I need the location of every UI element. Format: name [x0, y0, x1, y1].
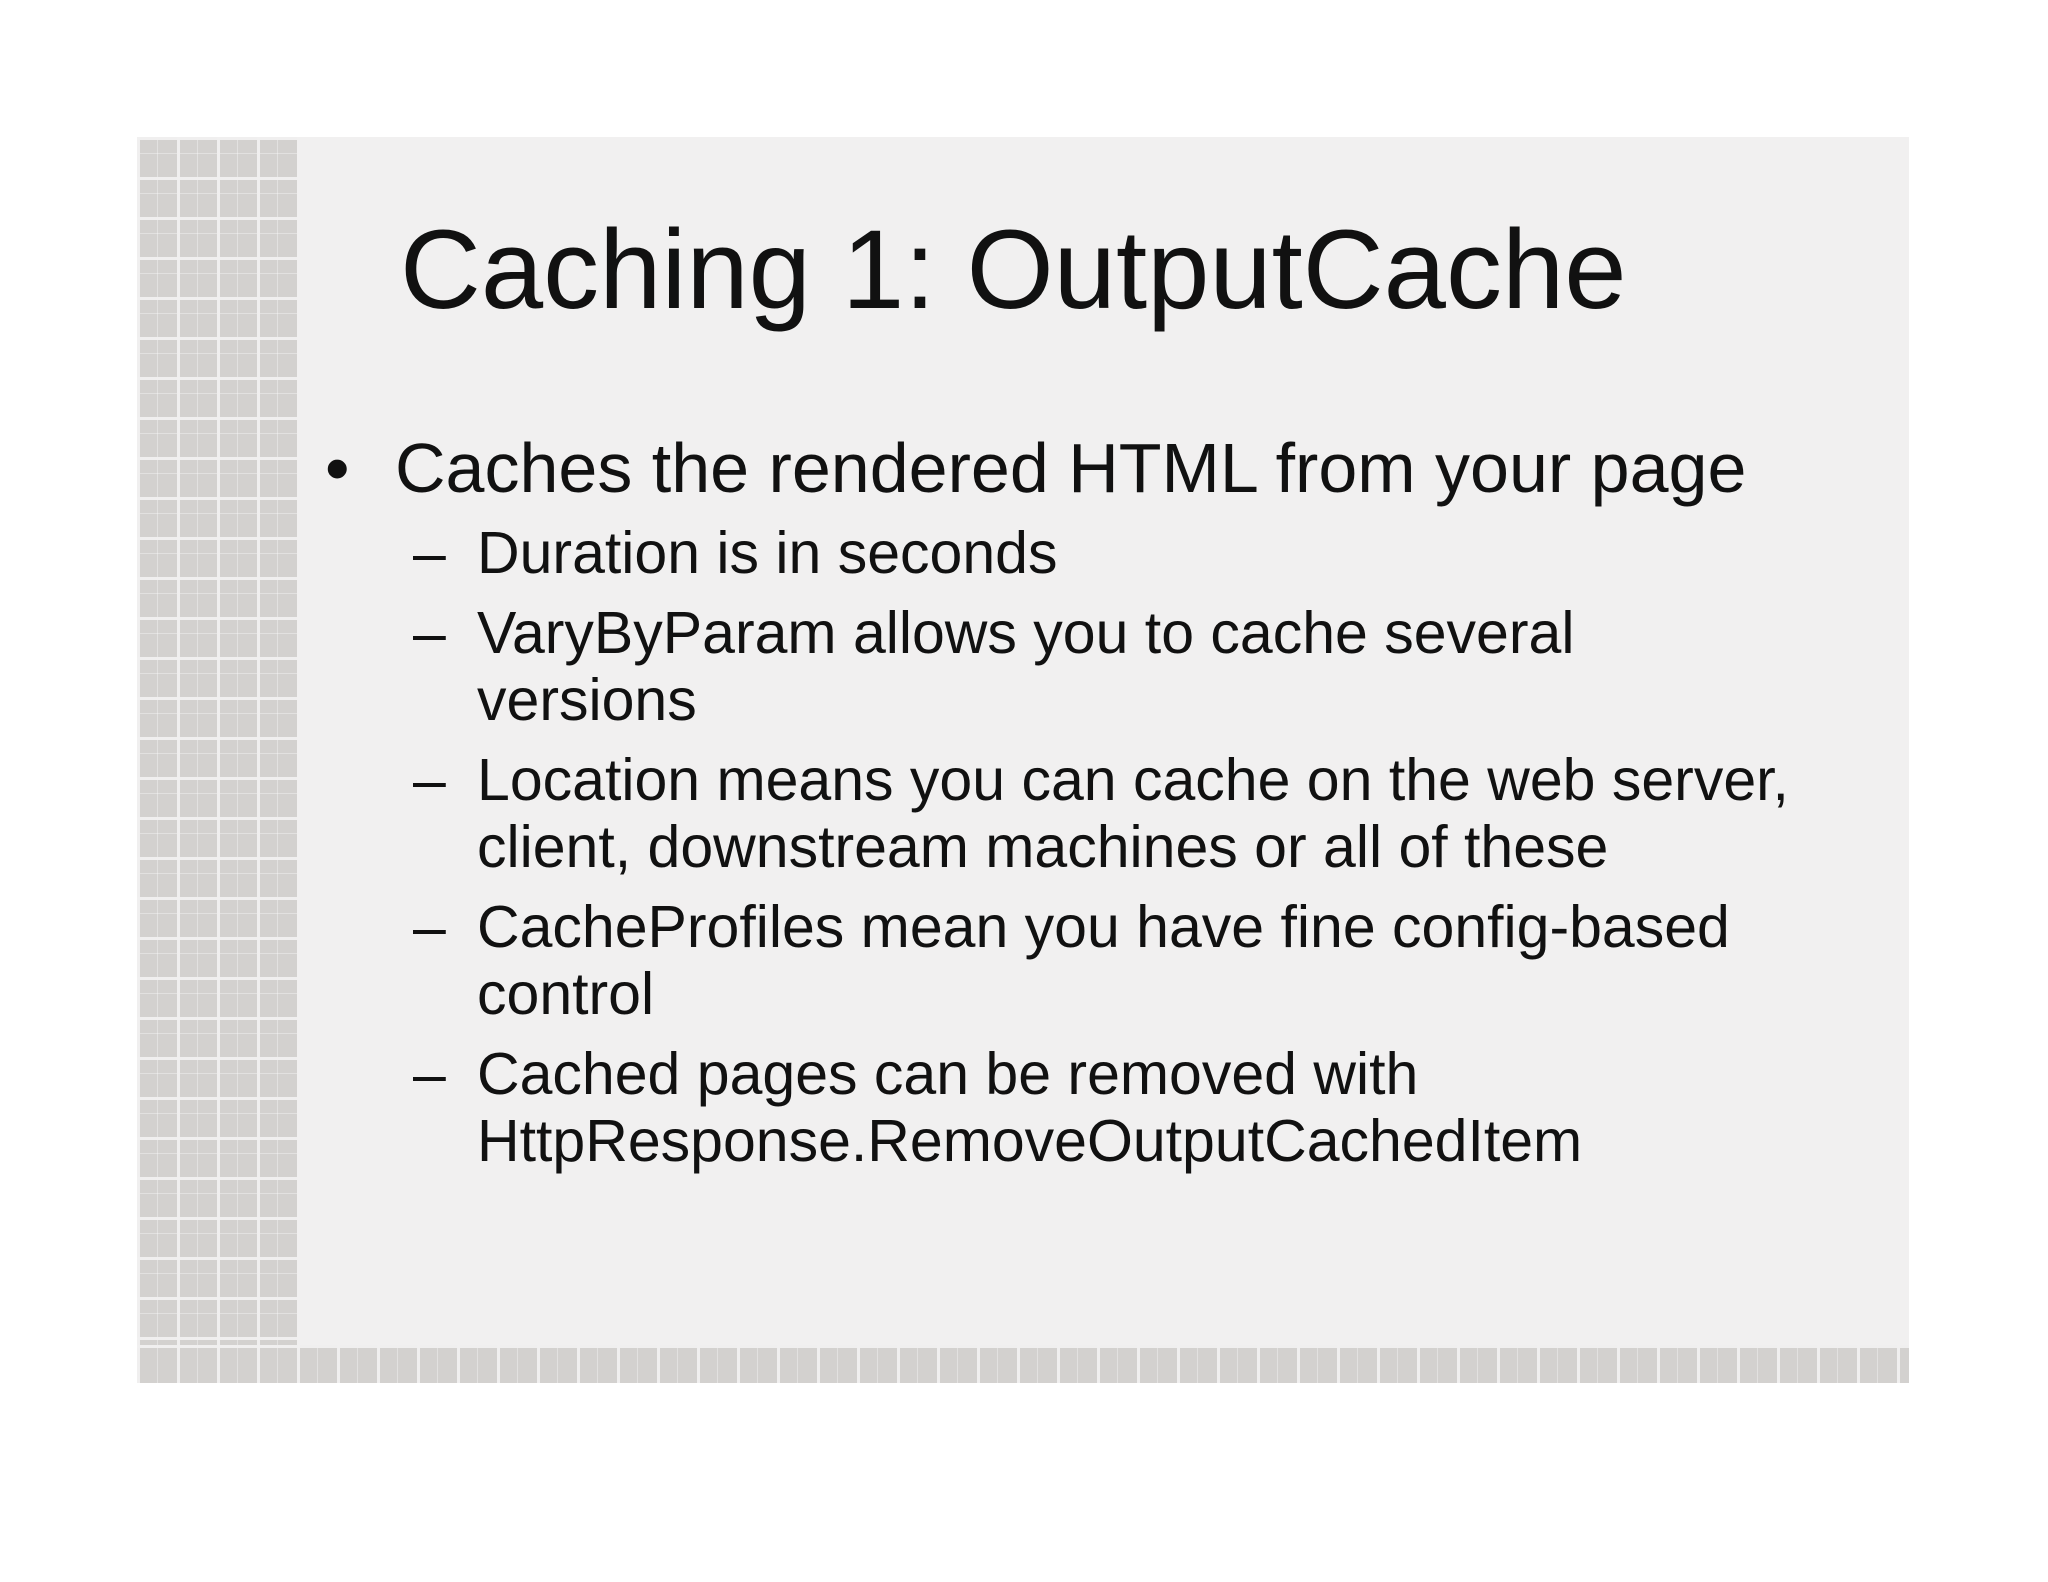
sub-bullet-text: VaryByParam allows you to cache several versions	[477, 600, 1575, 733]
sub-bullet-list	[413, 520, 1873, 1188]
dash-icon: –	[413, 747, 446, 813]
sub-bullet-item	[413, 894, 1917, 1028]
dash-icon: –	[413, 1041, 446, 1107]
dash-icon: –	[413, 600, 446, 666]
sub-bullet-text: Cached pages can be removed with HttpResponse.RemoveOutputCachedItem	[477, 1041, 1583, 1174]
main-bullet-text: Caches the rendered HTML from your page	[395, 429, 1747, 507]
sub-bullet-item	[413, 600, 1657, 734]
sub-bullet-item	[413, 1041, 1657, 1175]
sub-bullet-text: Location means you can cache on the web server, client, downstream machines or all of these	[477, 747, 1789, 880]
tile-pattern-left	[137, 137, 297, 1383]
sub-bullet-item	[413, 520, 1873, 587]
sub-bullet-text: CacheProfiles mean you have fine config-based control	[477, 894, 1730, 1027]
dash-icon: –	[413, 894, 446, 960]
sub-bullet-text: Duration is in seconds	[477, 520, 1058, 586]
slide-title: Caching 1: OutputCache	[400, 207, 1627, 332]
dash-icon: –	[413, 520, 446, 586]
sub-bullet-item	[413, 747, 1797, 881]
tile-pattern-bottom	[137, 1345, 1909, 1383]
bullet-icon: •	[325, 429, 350, 507]
